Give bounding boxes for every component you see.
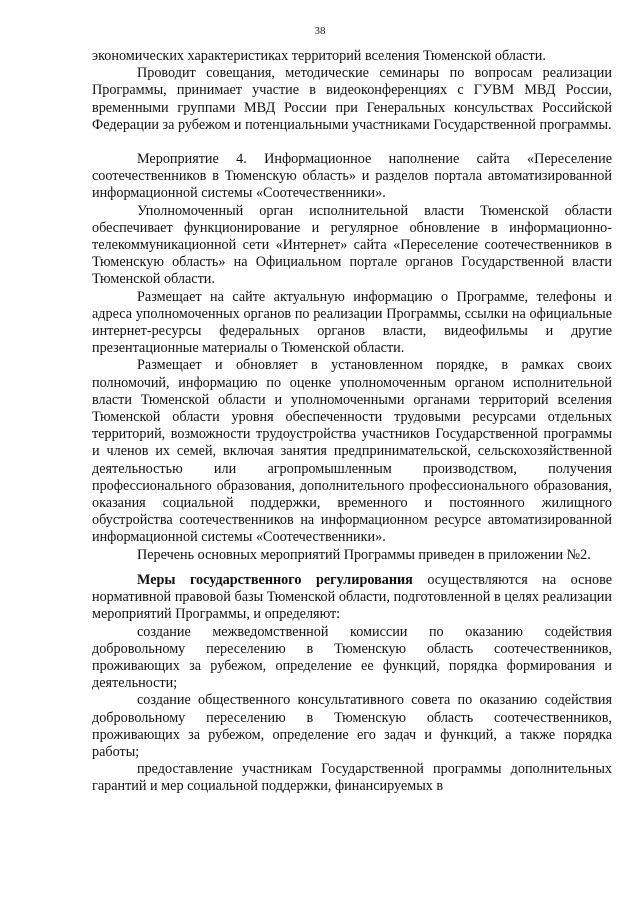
page-number: 38 <box>314 25 326 37</box>
document-body <box>92 48 612 796</box>
paragraph-11: предоставление участникам Государственной программы дополнительных гарантий и мер социальной поддержки, финансируемых в <box>92 761 612 795</box>
paragraph-5: Размещает на сайте актуальную информацию о Программе, телефоны и адреса уполномоченных органов по реализации Программы, ссылки на официальные интернет-ресурсы федеральных органов власти, видеофильмы и другие презентационные материалы о Тюменской области. <box>92 288 612 357</box>
paragraph-7: Перечень основных мероприятий Программы приведен в приложении №2. <box>137 546 591 563</box>
paragraph-2: Проводит совещания, методические семинары по вопросам реализации Программы, принимает участие в видеоконференциях с ГУВМ МВД России, временными группами МВД России при Генеральных консульствах Российской Федерации за рубежом и потенциальными участниками Государственной программы. <box>92 65 612 133</box>
paragraph-regulation <box>92 572 612 624</box>
paragraph-6: Размещает и обновляет в установленном порядке, в рамках своих полномочий, информацию по оценке уполномоченным органом исполнительной власти Тюменской области и уполномоченными органами территорий вселения Тюменской области уровня обеспеченности трудовыми ресурсами отдельных территорий, возможности трудоустройства участников Государственной программы и членов их семей, включая занятия предпринимательской, сельскохозяйственной деятельностью или агропромышленным производством, получения профессионального образования, дополнительного профессионального образования, оказания социальной поддержки, временного и постоянного жилищного обустройства соотечественников на информационном ресурсе автоматизированной информационной системы «Соотечественники». <box>92 357 612 546</box>
regulation-text: осуществляются на основе нормативной правовой базы Тюменской области, подготовленной в целях реализации мероприятий Программы, и определяют: <box>92 571 612 623</box>
paragraph-10: создание общественного консультативного совета по оказанию содействия добровольному переселению в Тюменскую область соотечественников, проживающих за рубежом, определение его задач и функций, а также порядка работы; <box>92 692 612 760</box>
regulation-heading: Меры государственного регулирования <box>137 571 413 588</box>
paragraph-4: Уполномоченный орган исполнительной власти Тюменской области обеспечивает функционирование и регулярное обновление в информационно-телекоммуникационной сети «Интернет» сайта «Переселение соотечественников в Тюменскую область» на Официальном портале органов Государственной власти Тюменской области. <box>92 202 612 288</box>
paragraph-9: создание межведомственной комиссии по оказанию содействия добровольному переселению в Тюменскую область соотечественников, проживающих за рубежом, определение ее функций, порядка формирования и деятельности; <box>92 623 612 692</box>
paragraph-measure-4: Мероприятие 4. Информационное наполнение сайта «Переселение соотечественников в Тюменскую область» и разделов портала автоматизированной информационной системы «Соотечественники». <box>92 151 612 202</box>
paragraph-1: экономических характеристиках территорий вселения Тюменской области. <box>92 48 546 64</box>
